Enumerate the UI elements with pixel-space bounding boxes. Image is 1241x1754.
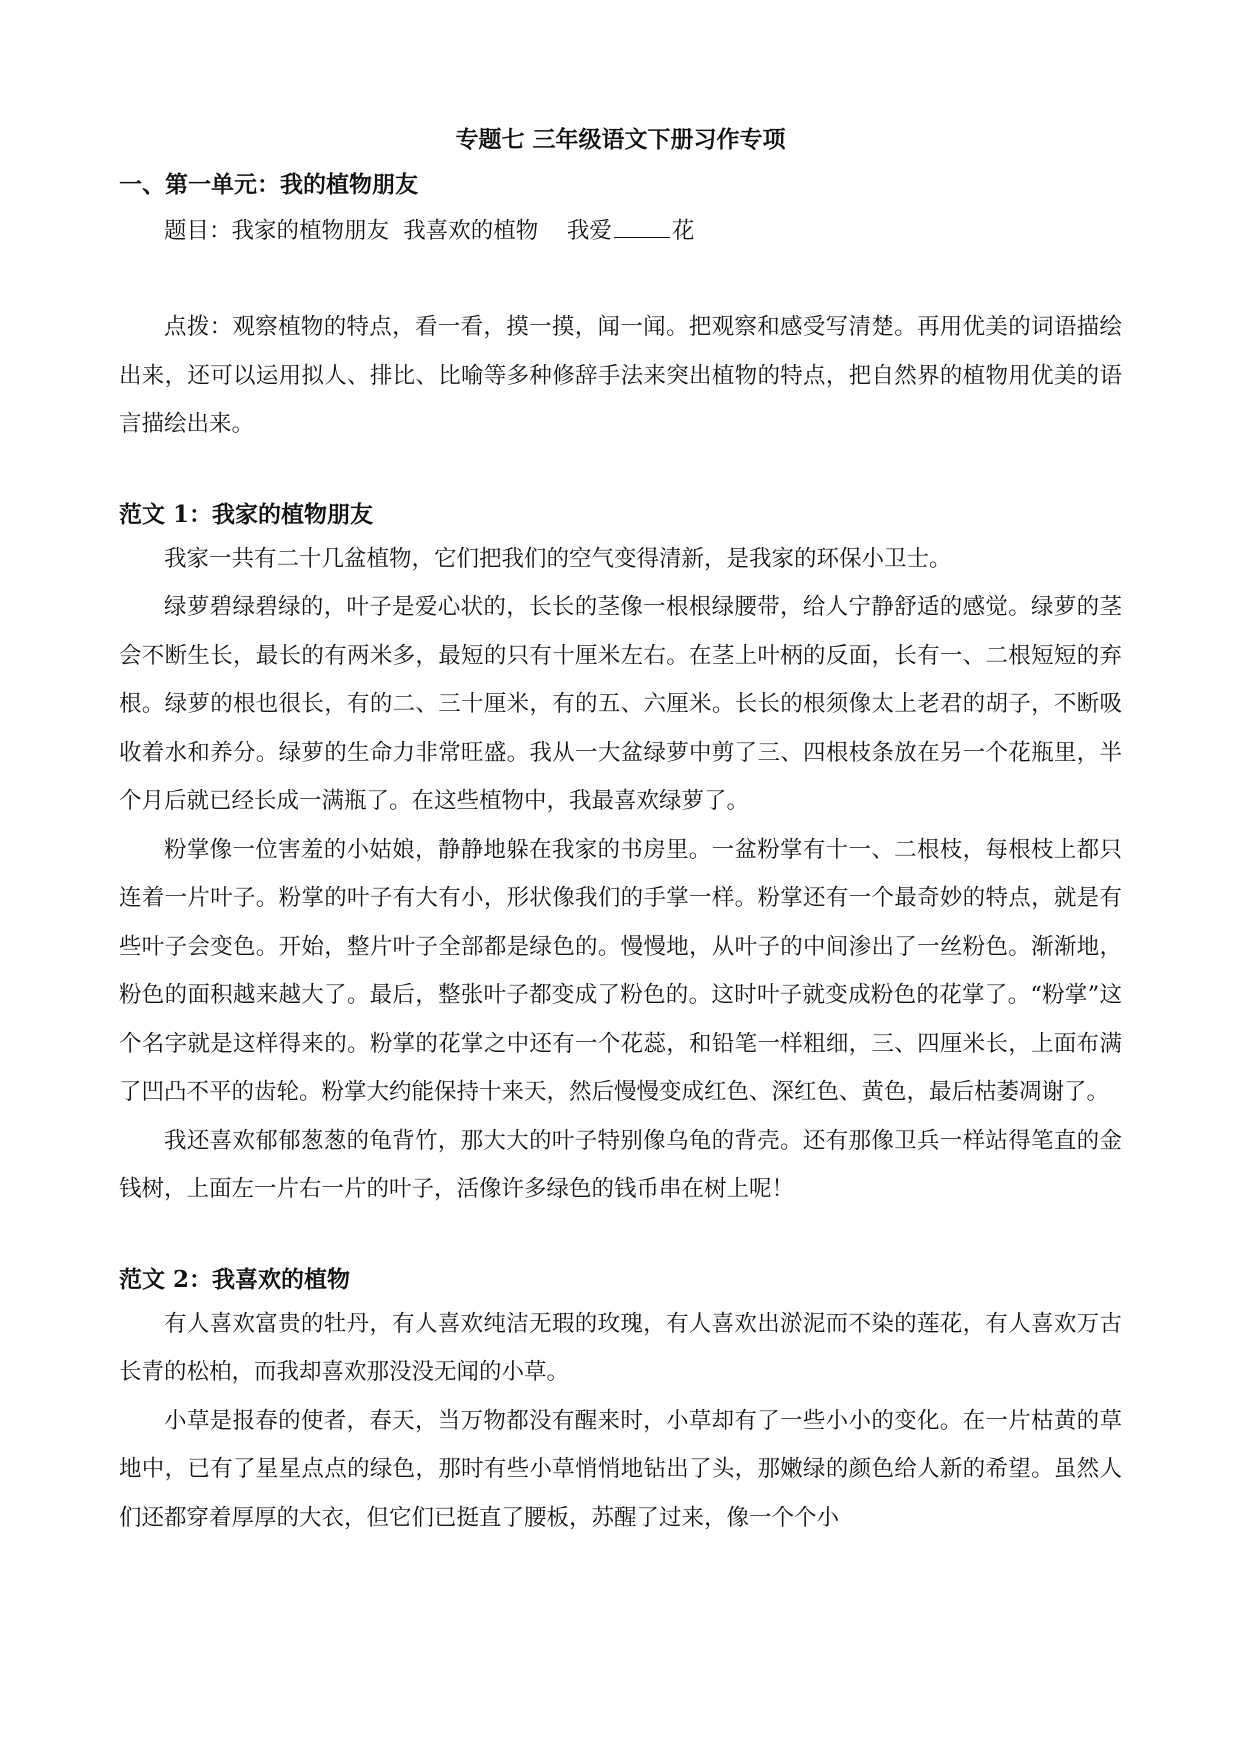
fill-in-blank xyxy=(614,219,670,238)
essay1-paragraph-4: 我还喜欢郁郁葱葱的龟背竹，那大大的叶子特别像乌龟的背壳。还有那像卫兵一样站得笔直的金钱树，上面左一片右一片的叶子，活像许多绿色的钱币串在树上呢！ xyxy=(119,1127,1122,1202)
document-body xyxy=(119,165,1122,1542)
essay1-paragraph-1: 我家一共有二十几盆植物，它们把我们的空气变得清新，是我家的环保小卫士。 xyxy=(164,545,952,572)
essay1-heading: 范文 1：我家的植物朋友 xyxy=(119,500,374,528)
essay1-paragraph-2: 绿萝碧绿碧绿的，叶子是爱心状的，长长的茎像一根根绿腰带，给人宁静舒适的感觉。绿萝的茎会不断生长，最长的有两米多，最短的只有十厘米左右。在茎上叶柄的反面，长有一、二根短短的弃根。绿萝的根也很长，有的二、三十厘米，有的五、六厘米。长长的根须像太上老君的胡子，不断吸收着水和养分。绿萝的生命力非常旺盛。我从一大盆绿萝中剪了三、四根枝条放在另一个花瓶里，半个月后就已经长成一满瓶了。在这些植物中，我最喜欢绿萝了。 xyxy=(119,594,1122,814)
essay2-paragraph-2: 小草是报春的使者，春天，当万物都没有醒来时，小草却有了一些小小的变化。在一片枯黄的草地中，已有了星星点点的绿色，那时有些小草悄悄地钻出了头，那嫩绿的颜色给人新的希望。虽然人们还都穿着厚厚的大衣，但它们已挺直了腰板，苏醒了过来，像一个个小 xyxy=(119,1407,1122,1531)
section-heading-unit1: 一、第一单元：我的植物朋友 xyxy=(119,171,418,198)
topic-suffix: 花 xyxy=(671,218,695,244)
essay2-heading: 范文 2：我喜欢的植物 xyxy=(119,1265,351,1293)
essay1-paragraph-3: 粉掌像一位害羞的小姑娘，静静地躲在我家的书房里。一盆粉掌有十一、二根枝，每根枝上都只连着一片叶子。粉掌的叶子有大有小，形状像我们的手掌一样。粉掌还有一个最奇妙的特点，就是有些叶子会变色。开始，整片叶子全部都是绿色的。慢慢地，从叶子的中间渗出了一丝粉色。渐渐地，粉色的面积越来越大了。最后，整张叶子都变成了粉色的。这时叶子就变成粉色的花掌了。“粉掌”这个名字就是这样得来的。粉掌的花掌之中还有一个花蕊，和铅笔一样粗细，三、四厘米长，上面布满了凹凸不平的齿轮。粉掌大约能保持十来天，然后慢慢变成红色、深红色、黄色，最后枯萎凋谢了。 xyxy=(119,836,1122,1105)
document-title: 专题七 三年级语文下册习作专项 xyxy=(455,126,786,153)
topic-line xyxy=(119,207,1122,255)
essay2-paragraph-1: 有人喜欢富贵的牡丹，有人喜欢纯洁无瑕的玫瑰，有人喜欢出淤泥而不染的莲花，有人喜欢万古长青的松柏，而我却喜欢那没没无闻的小草。 xyxy=(119,1310,1122,1385)
topic-text: 题目：我家的植物朋友 我喜欢的植物 我爱 xyxy=(164,218,612,244)
writing-tip: 点拨：观察植物的特点，看一看，摸一摸，闻一闻。把观察和感受写清楚。再用优美的词语描绘出来，还可以运用拟人、排比、比喻等多种修辞手法来突出植物的特点，把自然界的植物用优美的语言描绘出来。 xyxy=(119,314,1122,437)
